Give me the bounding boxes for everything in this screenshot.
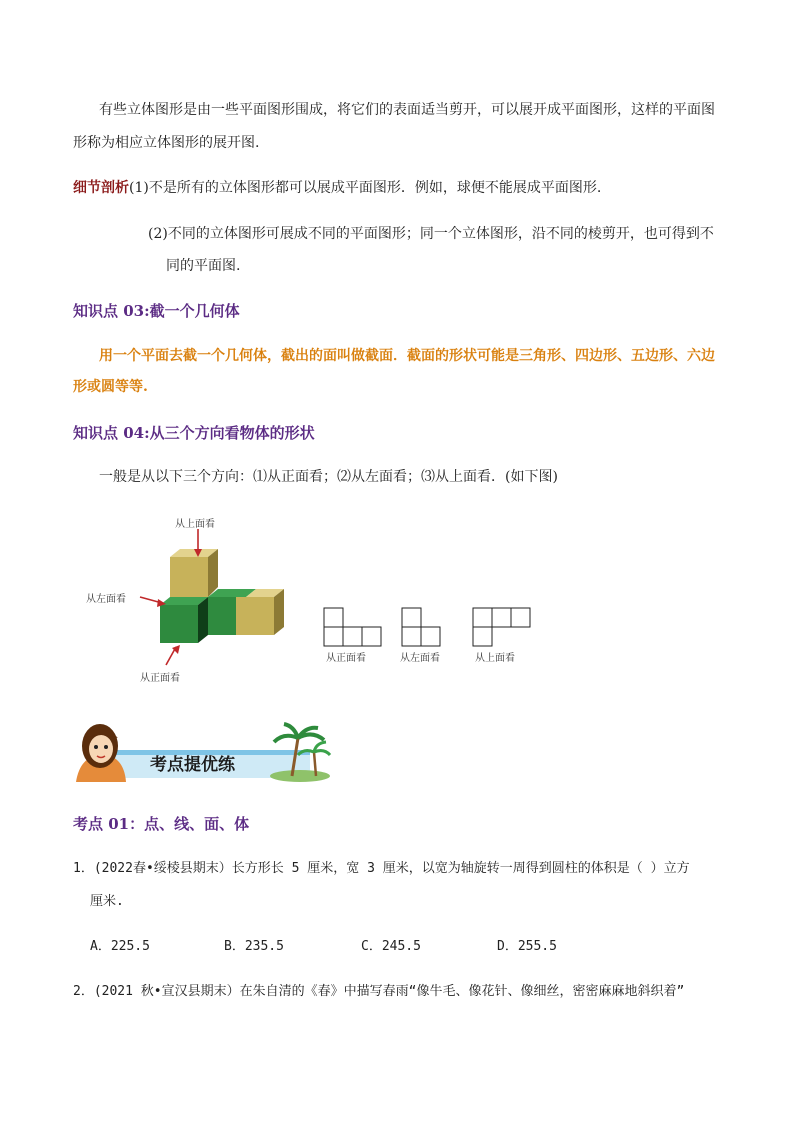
practice-banner bbox=[70, 716, 335, 786]
cube-arrangement-illustration bbox=[80, 515, 550, 695]
label-from-front: 从正面看 bbox=[140, 673, 180, 684]
option-a: A．225.5 bbox=[90, 939, 150, 954]
question-2-line: 2．(2021 秋•宣汉县期末）在朱自清的《春》中描写春雨“像牛毛、像花针、像细丝，密密麻麻地斜织着” bbox=[73, 984, 685, 999]
label-from-left: 从左面看 bbox=[86, 594, 126, 605]
option-b: B．235.5 bbox=[224, 939, 284, 954]
option-c: C．245.5 bbox=[361, 939, 421, 954]
caption-left-view: 从左面看 bbox=[400, 653, 440, 664]
section-heading-kp03: 知识点 03:截一个几何体 bbox=[73, 302, 240, 320]
section-heading-kd01: 考点 01：点、线、面、体 bbox=[73, 815, 250, 833]
front-view-grid bbox=[324, 608, 381, 646]
kp03-line: 用一个平面去截一个几何体，截出的面叫做截面．截面的形状可能是三角形、四边形、五边形、六边 bbox=[99, 348, 715, 364]
paragraph-line: 有些立体图形是由一些平面图形围成，将它们的表面适当剪开，可以展开成平面图形，这样的平面图 bbox=[99, 102, 715, 118]
left-view-grid bbox=[402, 608, 440, 646]
top-view-grid bbox=[473, 608, 530, 646]
question-1-line: 1．(2022春•绥棱县期末）长方形长 5 厘米，宽 3 厘米，以宽为轴旋转一周得到圆柱的体积是（ ）立方 bbox=[73, 861, 690, 876]
three-views-figure bbox=[80, 515, 550, 695]
detail-item-2-cont: 同的平面图. bbox=[166, 258, 241, 274]
caption-front-view: 从正面看 bbox=[326, 653, 366, 664]
detail-item-2: (2)不同的立体图形可展成不同的平面图形；同一个立体图形，沿不同的棱剪开，也可得到不 bbox=[148, 226, 714, 242]
label-from-top: 从上面看 bbox=[175, 519, 215, 530]
section-heading-kp04: 知识点 04:从三个方向看物体的形状 bbox=[73, 424, 315, 442]
banner-title: 考点提优练 bbox=[150, 755, 235, 775]
detail-note bbox=[73, 178, 601, 198]
kp03-line: 形或圆等等. bbox=[73, 379, 148, 395]
option-d: D．255.5 bbox=[497, 939, 557, 954]
caption-top-view: 从上面看 bbox=[475, 653, 515, 664]
banner-decoration bbox=[70, 716, 335, 786]
detail-item-1: (1)不是所有的立体图形都可以展成平面图形．例如，球便不能展成平面图形. bbox=[129, 180, 602, 196]
detail-label: 细节剖析 bbox=[73, 180, 129, 196]
kp04-line: 一般是从以下三个方向：⑴从正面看；⑵从左面看；⑶从上面看．(如下图) bbox=[99, 469, 558, 485]
paragraph-line: 形称为相应立体图形的展开图. bbox=[73, 135, 260, 151]
question-1-line: 厘米. bbox=[90, 894, 124, 909]
